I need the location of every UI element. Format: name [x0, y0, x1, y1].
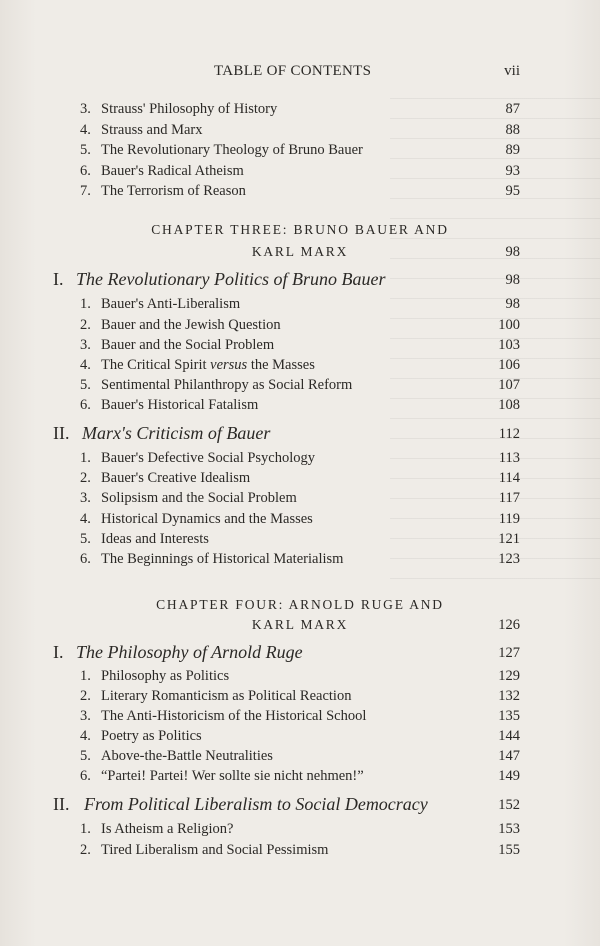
entry-title: “Partei! Partei! Wer sollte sie nicht nehmen!”	[101, 768, 364, 784]
entry-page: 155	[498, 842, 520, 858]
entry-page: 149	[498, 768, 520, 784]
entry-title: The Anti-Historicism of the Historical School	[101, 708, 367, 724]
section-page: 98	[505, 272, 520, 288]
entry-page: 123	[498, 551, 520, 567]
entry-number: 2.	[80, 688, 91, 704]
entry-number: 7.	[80, 183, 91, 199]
toc-entry	[0, 511, 600, 531]
toc-entry	[0, 397, 600, 417]
chapter-heading: CHAPTER THREE: BRUNO BAUER AND	[151, 222, 449, 237]
entry-page: 153	[498, 821, 520, 837]
chapter-heading-line2: KARL MARX	[251, 244, 349, 259]
toc-entry	[0, 357, 600, 377]
entry-title: Bauer's Creative Idealism	[101, 470, 251, 486]
toc-entry	[0, 317, 600, 337]
entry-title: Bauer's Anti-Liberalism	[101, 296, 241, 312]
toc-entry	[0, 296, 600, 316]
entry-page: 103	[498, 337, 520, 353]
entry-number: 3.	[80, 337, 91, 353]
entry-number: 6.	[80, 768, 91, 784]
chapter-heading: CHAPTER FOUR: ARNOLD RUGE AND	[156, 597, 444, 612]
section-page: 152	[498, 797, 520, 813]
entry-title: Bauer and the Social Problem	[101, 337, 275, 353]
entry-title: Literary Romanticism as Political Reaction	[101, 688, 352, 704]
section-title: The Philosophy of Arnold Ruge	[76, 642, 303, 662]
entry-number: 2.	[80, 842, 91, 858]
entry-title: The Terrorism of Reason	[101, 183, 246, 199]
entry-title-part: the Masses	[247, 357, 315, 373]
entry-number: 4.	[80, 357, 91, 373]
entry-number: 2.	[80, 470, 91, 486]
toc-entry	[0, 183, 600, 203]
entry-number: 1.	[80, 296, 91, 312]
entry-page: 129	[498, 668, 520, 684]
entry-page: 100	[498, 317, 520, 333]
entry-page: 113	[498, 450, 520, 466]
entry-title: Historical Dynamics and the Masses	[101, 511, 313, 527]
entry-number: 2.	[80, 317, 91, 333]
section-page: 112	[498, 426, 520, 442]
entry-title	[101, 357, 315, 374]
section-numeral: I.	[53, 642, 64, 662]
entry-number: 5.	[80, 377, 91, 393]
toc-entry	[0, 163, 600, 183]
entry-page: 114	[498, 470, 520, 486]
entry-title: Tired Liberalism and Social Pessimism	[101, 842, 329, 858]
toc-entry	[0, 450, 600, 470]
entry-number: 4.	[80, 511, 91, 527]
section-numeral: II.	[53, 423, 70, 443]
section-numeral: II.	[53, 794, 70, 814]
toc-entry	[0, 101, 600, 121]
section-heading	[0, 794, 600, 818]
entry-page: 87	[505, 101, 520, 117]
entry-page: 135	[498, 708, 520, 724]
toc-entry	[0, 728, 600, 748]
toc-entry	[0, 748, 600, 768]
toc-entry	[0, 688, 600, 708]
running-header	[0, 63, 600, 83]
entry-title: Bauer's Radical Atheism	[101, 163, 244, 179]
toc-entry	[0, 821, 600, 841]
section-heading	[0, 642, 600, 666]
entry-page: 132	[498, 688, 520, 704]
entry-number: 6.	[80, 397, 91, 413]
toc-entry	[0, 768, 600, 788]
entry-page: 119	[498, 511, 520, 527]
entry-number: 3.	[80, 708, 91, 724]
entry-number: 3.	[80, 101, 91, 117]
entry-page: 147	[498, 748, 520, 764]
entry-page: 121	[498, 531, 520, 547]
toc-entry	[0, 122, 600, 142]
section-title: The Revolutionary Politics of Bruno Bauer	[76, 269, 386, 289]
entry-page: 89	[505, 142, 520, 158]
entry-number: 5.	[80, 531, 91, 547]
entry-page: 106	[498, 357, 520, 373]
entry-title-emphasis: versus	[210, 357, 248, 373]
entry-number: 3.	[80, 490, 91, 506]
entry-title: Sentimental Philanthropy as Social Reform	[101, 377, 353, 393]
toc-entry	[0, 551, 600, 571]
entry-number: 5.	[80, 748, 91, 764]
entry-page: 144	[498, 728, 520, 744]
section-heading	[0, 423, 600, 447]
entry-title: Poetry as Politics	[101, 728, 202, 744]
entry-number: 1.	[80, 668, 91, 684]
entry-number: 4.	[80, 122, 91, 138]
entry-title: Bauer and the Jewish Question	[101, 317, 281, 333]
toc-entry	[0, 470, 600, 490]
entry-title: The Revolutionary Theology of Bruno Bauer	[101, 142, 363, 158]
entry-title: Ideas and Interests	[101, 531, 209, 547]
entry-title: Strauss' Philosophy of History	[101, 101, 278, 117]
toc-entry	[0, 842, 600, 862]
entry-title: Bauer's Defective Social Psychology	[101, 450, 316, 466]
entry-title: Bauer's Historical Fatalism	[101, 397, 259, 413]
entry-number: 1.	[80, 450, 91, 466]
entry-page: 93	[505, 163, 520, 179]
entry-number: 6.	[80, 551, 91, 567]
toc-entry	[0, 531, 600, 551]
toc-entry	[0, 377, 600, 397]
section-heading	[0, 269, 600, 293]
entry-page: 95	[505, 183, 520, 199]
entry-page: 98	[505, 296, 520, 312]
entry-title: The Beginnings of Historical Materialism	[101, 551, 344, 567]
header-page-number: vii	[504, 63, 520, 79]
entry-title: Solipsism and the Social Problem	[101, 490, 297, 506]
entry-title-part: The Critical Spirit	[101, 357, 211, 373]
section-numeral: I.	[53, 269, 64, 289]
entry-title: Is Atheism a Religion?	[101, 821, 234, 837]
entry-page: 108	[498, 397, 520, 413]
entry-page: 117	[498, 490, 520, 506]
entry-title: Philosophy as Politics	[101, 668, 230, 684]
section-page: 127	[498, 645, 520, 661]
chapter-heading-line2: KARL MARX	[251, 617, 349, 632]
entry-number: 1.	[80, 821, 91, 837]
entry-number: 6.	[80, 163, 91, 179]
entry-page: 107	[498, 377, 520, 393]
header-title: TABLE OF CONTENTS	[214, 63, 372, 79]
toc-entry	[0, 337, 600, 357]
entry-number: 4.	[80, 728, 91, 744]
section-title: From Political Liberalism to Social Democracy	[84, 794, 428, 814]
entry-title: Strauss and Marx	[101, 122, 203, 138]
chapter-page: 98	[505, 244, 520, 260]
chapter-page: 126	[498, 617, 520, 633]
toc-entry	[0, 668, 600, 688]
section-title: Marx's Criticism of Bauer	[82, 423, 271, 443]
entry-number: 5.	[80, 142, 91, 158]
toc-entry	[0, 490, 600, 510]
entry-title: Above-the-Battle Neutralities	[101, 748, 273, 764]
toc-entry	[0, 142, 600, 162]
entry-page: 88	[505, 122, 520, 138]
toc-entry	[0, 708, 600, 728]
